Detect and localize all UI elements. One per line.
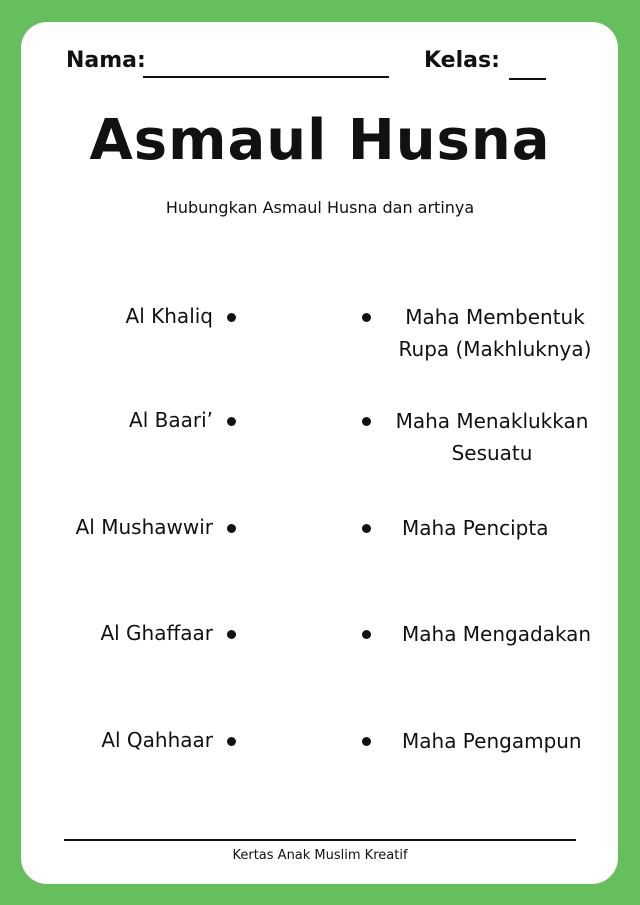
left-item: Al Qahhaar [101,728,213,752]
instruction-text: Hubungkan Asmaul Husna dan artinya [165,198,475,217]
right-item: Maha Membentuk Rupa (Makhluknya) [398,305,592,361]
right-item: Maha Menaklukkan Sesuatu [395,409,589,465]
right-connect-dot[interactable] [362,737,371,746]
right-item: Maha Pengampun [402,729,582,753]
left-connect-dot[interactable] [227,313,236,322]
right-connect-dot[interactable] [362,313,371,322]
right-item: Maha Mengadakan [402,622,592,646]
left-item: Al Khaliq [125,304,213,328]
right-connect-dot[interactable] [362,417,371,426]
right-connect-dot[interactable] [362,524,371,533]
footer-text: Kertas Anak Muslim Kreatif [232,848,408,863]
name-input-line[interactable] [143,76,389,78]
left-connect-dot[interactable] [227,737,236,746]
class-label: Kelas: [424,48,500,73]
left-connect-dot[interactable] [227,417,236,426]
page-title: Asmaul Husna [89,108,551,173]
right-item: Maha Pencipta [402,516,549,540]
name-label: Nama: [66,48,146,73]
left-connect-dot[interactable] [227,630,236,639]
left-item: Al Ghaffaar [100,621,213,645]
left-connect-dot[interactable] [227,524,236,533]
class-input-line[interactable] [509,78,546,80]
left-item: Al Baari’ [129,408,213,432]
right-connect-dot[interactable] [362,630,371,639]
left-item: Al Mushawwir [75,515,213,539]
footer-divider [64,839,576,841]
